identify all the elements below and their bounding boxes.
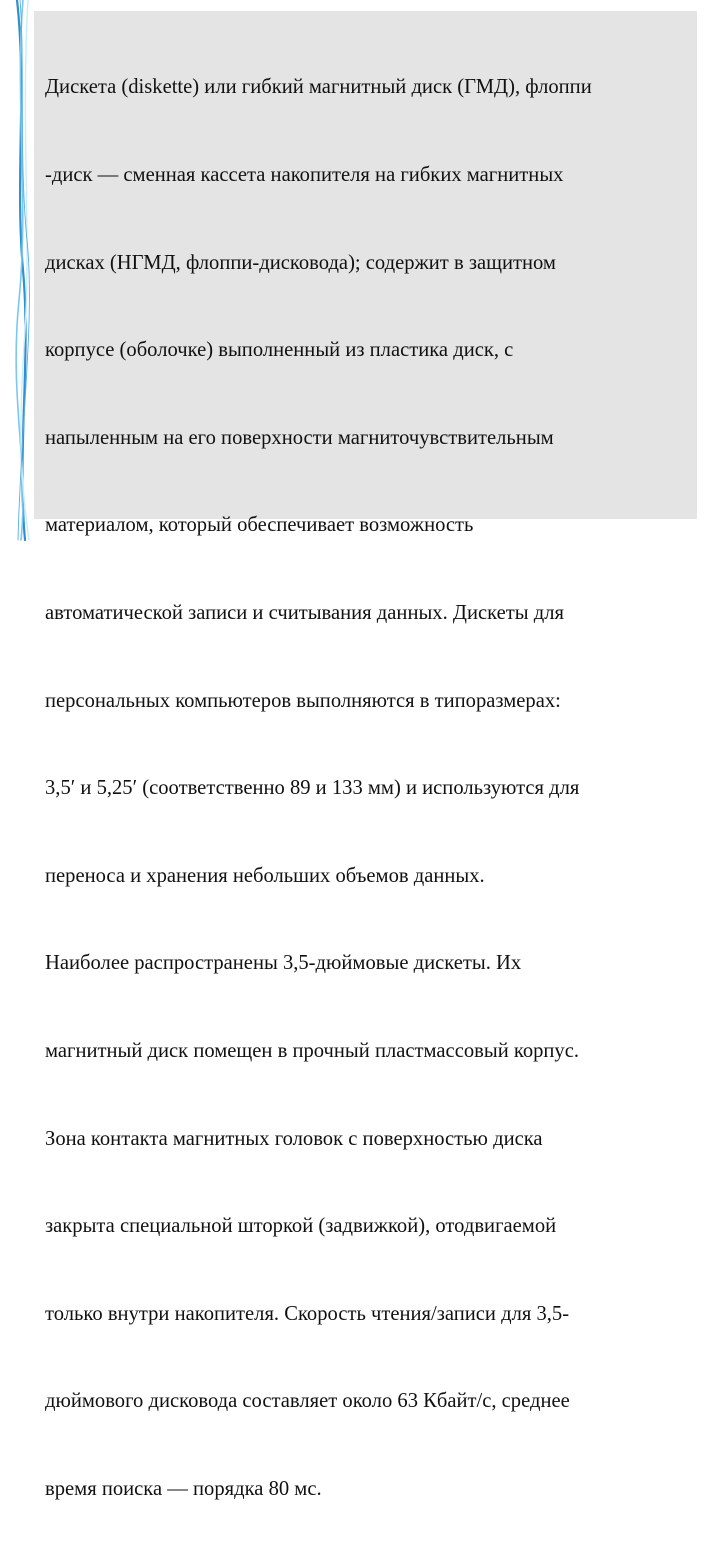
body-text xyxy=(45,15,695,1563)
text-line: дисках (НГМД, флоппи-дисковода); содержит в защитном xyxy=(45,251,556,274)
text-line: материалом, который обеспечивает возможность xyxy=(45,514,474,537)
text-line: Наиболее распространены 3,5-дюймовые дискеты. Их xyxy=(45,952,522,975)
text-line: время поиска — порядка 80 мс. xyxy=(45,1477,322,1500)
text-line: Зона контакта магнитных головок с поверхностью диска xyxy=(45,1127,543,1150)
text-line: напыленным на его поверхности магниточувствительным xyxy=(45,426,554,449)
text-line: только внутри накопителя. Скорость чтения/записи для 3,5- xyxy=(45,1302,570,1325)
left-accent-decoration xyxy=(13,0,33,540)
text-line: 3,5ʹ и 5,25ʹ (соответственно 89 и 133 мм) и используются для xyxy=(45,777,580,800)
text-line: автоматической записи и считывания данных. Дискеты для xyxy=(45,601,564,624)
text-line: переноса и хранения небольших объемов данных. xyxy=(45,864,485,887)
text-line: магнитный диск помещен в прочный пластмассовый корпус. xyxy=(45,1039,580,1062)
text-line: корпусе (оболочке) выполненный из пластика диск, с xyxy=(45,339,514,362)
text-line: дюймового дисковода составляет около 63 Кбайт/с, среднее xyxy=(45,1390,570,1413)
text-line: персональных компьютеров выполняются в типоразмерах: xyxy=(45,689,561,712)
text-line: -диск — сменная кассета накопителя на гибких магнитных xyxy=(45,164,564,186)
text-line: закрыта специальной шторкой (задвижкой), отодвигаемой xyxy=(45,1215,557,1238)
text-line: Дискета (diskette) или гибкий магнитный диск (ГМД), флоппи xyxy=(45,76,592,99)
